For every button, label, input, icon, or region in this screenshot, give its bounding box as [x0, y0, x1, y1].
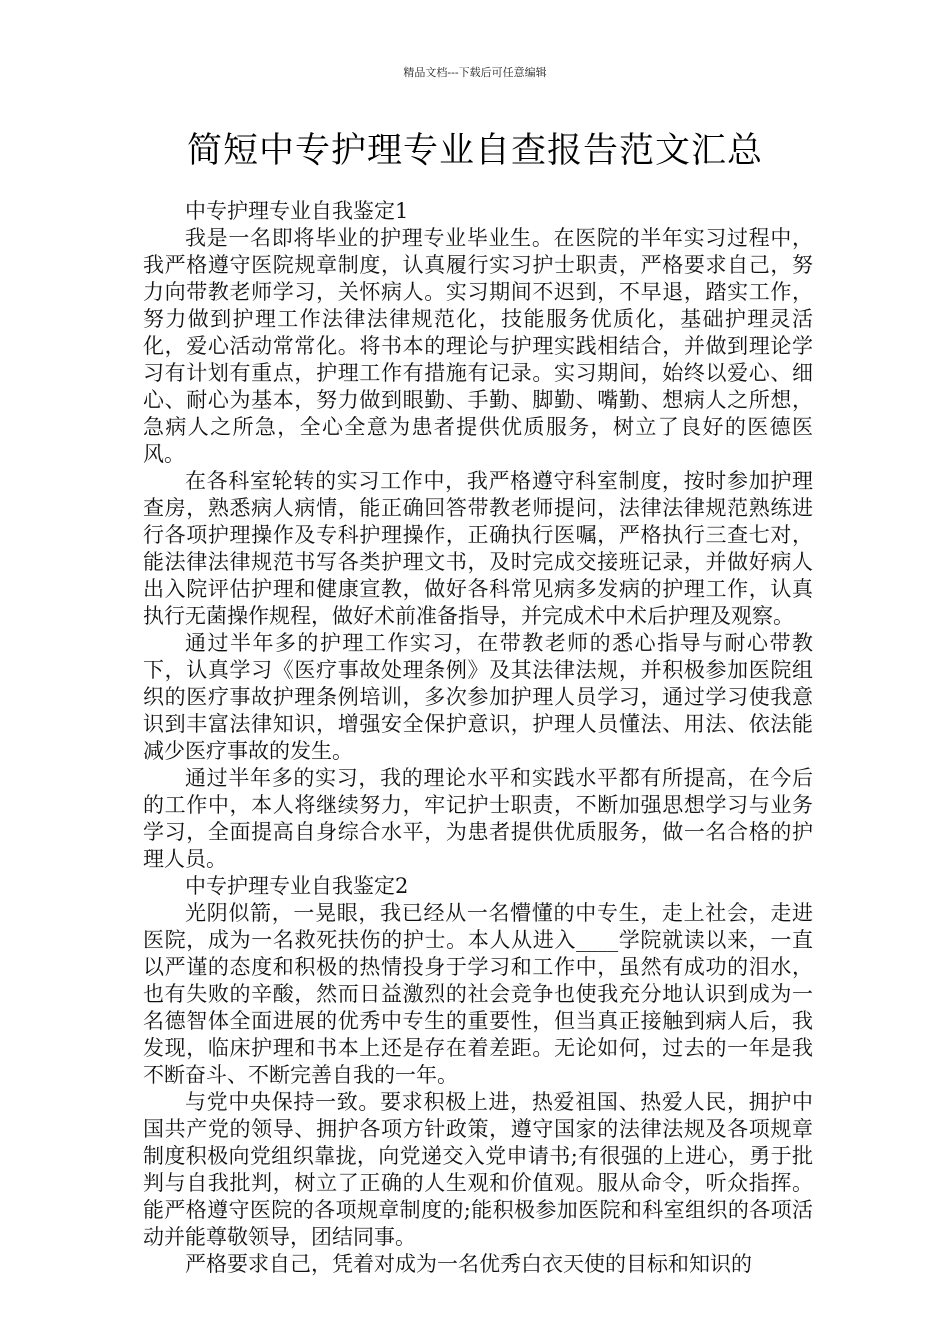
section-heading: 中专护理专业自我鉴定2: [185, 874, 409, 898]
section-1: [143, 198, 813, 873]
paragraph: 通过半年多的护理工作实习，在带教老师的悉心指导与耐心带教下，认真学习《医疗事故处理条例》及其法律法规，并积极参加医院组织的医疗事故护理条例培训，多次参加护理人员学习，通过学习使我意识到丰富法律知识，增强安全保护意识，护理人员懂法、用法、依法能减少医疗事故的发生。: [143, 631, 813, 763]
paragraph: 在各科室轮转的实习工作中，我严格遵守科室制度，按时参加护理查房，熟悉病人病情，能正确回答带教老师提问，法律法律规范熟练进行各项护理操作及专科护理操作，正确执行医嘱，严格执行三查七对，能法律法律规范书写各类护理文书，及时完成交接班记录，并做好病人出入院评估护理和健康宣教，做好各科常见病多发病的护理工作，认真执行无菌操作规程，做好术前准备指导，并完成术中术后护理及观察。: [143, 469, 813, 628]
section-heading: 中专护理专业自我鉴定1: [185, 199, 409, 223]
paragraph: 严格要求自己，凭着对成为一名优秀白衣天使的目标和知识的: [185, 1252, 752, 1276]
paragraph: 通过半年多的实习，我的理论水平和实践水平都有所提高，在今后的工作中，本人将继续努力，牢记护士职责，不断加强思想学习与业务学习，全面提高自身综合水平，为患者提供优质服务，做一名合格的护理人员。: [143, 766, 813, 871]
document-title: 简短中专护理专业自查报告范文汇总: [186, 131, 763, 171]
paragraph: 光阴似箭，一晃眼，我已经从一名懵懂的中专生，走上社会，走进医院，成为一名救死扶伤的护士。本人从进入____学院就读以来，一直以严谨的态度和积极的热情投身于学习和工作中，虽然有成功的泪水，也有失败的辛酸，然而日益激烈的社会竞争也使我充分地认识到成为一名德智体全面进展的优秀中专生的重要性，但当真正接触到病人后，我发现，临床护理和书本上还是存在着差距。无论如何，过去的一年是我不断奋斗、不断完善自我的一年。: [143, 901, 813, 1087]
paragraph: 与党中央保持一致。要求积极上进，热爱祖国、热爱人民，拥护中国共产党的领导、拥护各项方针政策，遵守国家的法律法规及各项规章制度积极向党组织靠拢，向党递交入党申请书;有很强的上进心，勇于批判与自我批判，树立了正确的人生观和价值观。服从命令，听众指挥。能严格遵守医院的各项规章制度的;能积极参加医院和科室组织的各项活动并能尊敬领导，团结同事。: [143, 1090, 813, 1249]
paragraph: 我是一名即将毕业的护理专业毕业生。在医院的半年实习过程中，我严格遵守医院规章制度，认真履行实习护士职责，严格要求自己，努力向带教老师学习，关怀病人。实习期间不迟到，不早退，踏实工作，努力做到护理工作法律法律规范化，技能服务优质化，基础护理灵活化，爱心活动常常化。将书本的理论与护理实践相结合，并做到理论学习有计划有重点，护理工作有措施有记录。实习期间，始终以爱心、细心、耐心为基本，努力做到眼勤、手勤、脚勤、嘴勤、想病人之所想，急病人之所急，全心全意为患者提供优质服务，树立了良好的医德医风。: [143, 226, 813, 466]
section-2: [143, 873, 813, 1278]
document-body: [143, 198, 813, 1278]
header-note: 精品文档---下载后可任意编辑: [403, 66, 547, 79]
